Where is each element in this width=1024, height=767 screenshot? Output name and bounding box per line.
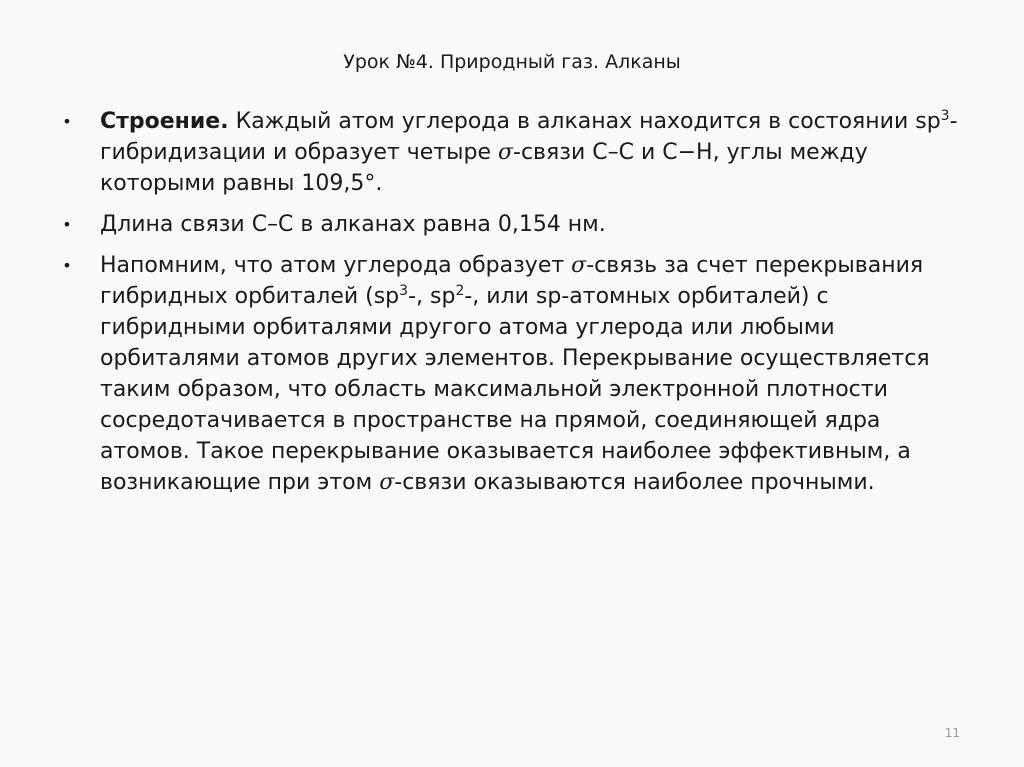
sigma-symbol: σ	[497, 140, 514, 165]
superscript: 3	[399, 283, 409, 299]
page-number: 11	[944, 726, 960, 740]
bullet-lead: Строение.	[100, 109, 229, 134]
bullet-sigma-bond	[60, 250, 960, 498]
bullet-list	[60, 106, 960, 508]
bullet-text: Длина связи C–C в алканах равна 0,154 нм.	[100, 212, 606, 237]
bullet-bond-length	[60, 209, 960, 240]
sigma-symbol: σ	[379, 470, 395, 495]
bullet-dot-icon: •	[62, 256, 72, 275]
bullet-text: -связи оказываются наиболее прочными.	[394, 470, 875, 495]
bullet-dot-icon: •	[62, 112, 72, 131]
superscript: 3	[940, 108, 950, 124]
bullet-text: -связь за счет перекрывания гибридных орбиталей (sp	[100, 253, 924, 309]
bullet-text: Напомним, что атом углерода образует	[100, 253, 572, 278]
sigma-symbol: σ	[571, 253, 587, 278]
slide-title: Урок №4. Природный газ. Алканы	[343, 51, 681, 73]
superscript: 2	[455, 283, 465, 299]
bullet-structure	[60, 106, 960, 199]
bullet-text: -, sp	[408, 284, 456, 309]
bullet-text: -гибридизации и образует четыре	[100, 109, 958, 165]
bullet-text: -связи C–C и C−H, углы между которыми равны 109,5°.	[100, 140, 868, 196]
bullet-text: -, или sp-атомных орбиталей) с гибридными орбиталями другого атома углерода или любыми орбиталями атомов других элементов. Перекрывание осуществляется таким образом, что область максимальной электронной плотности сосредотачивается в пространстве на прямой, соединяющей ядра атомов. Такое перекрывание оказывается наиболее эффективным, а возникающие при этом	[100, 284, 930, 495]
bullet-dot-icon: •	[62, 215, 72, 234]
bullet-text: Каждый атом углерода в алканах находится в состоянии sp	[228, 109, 941, 134]
